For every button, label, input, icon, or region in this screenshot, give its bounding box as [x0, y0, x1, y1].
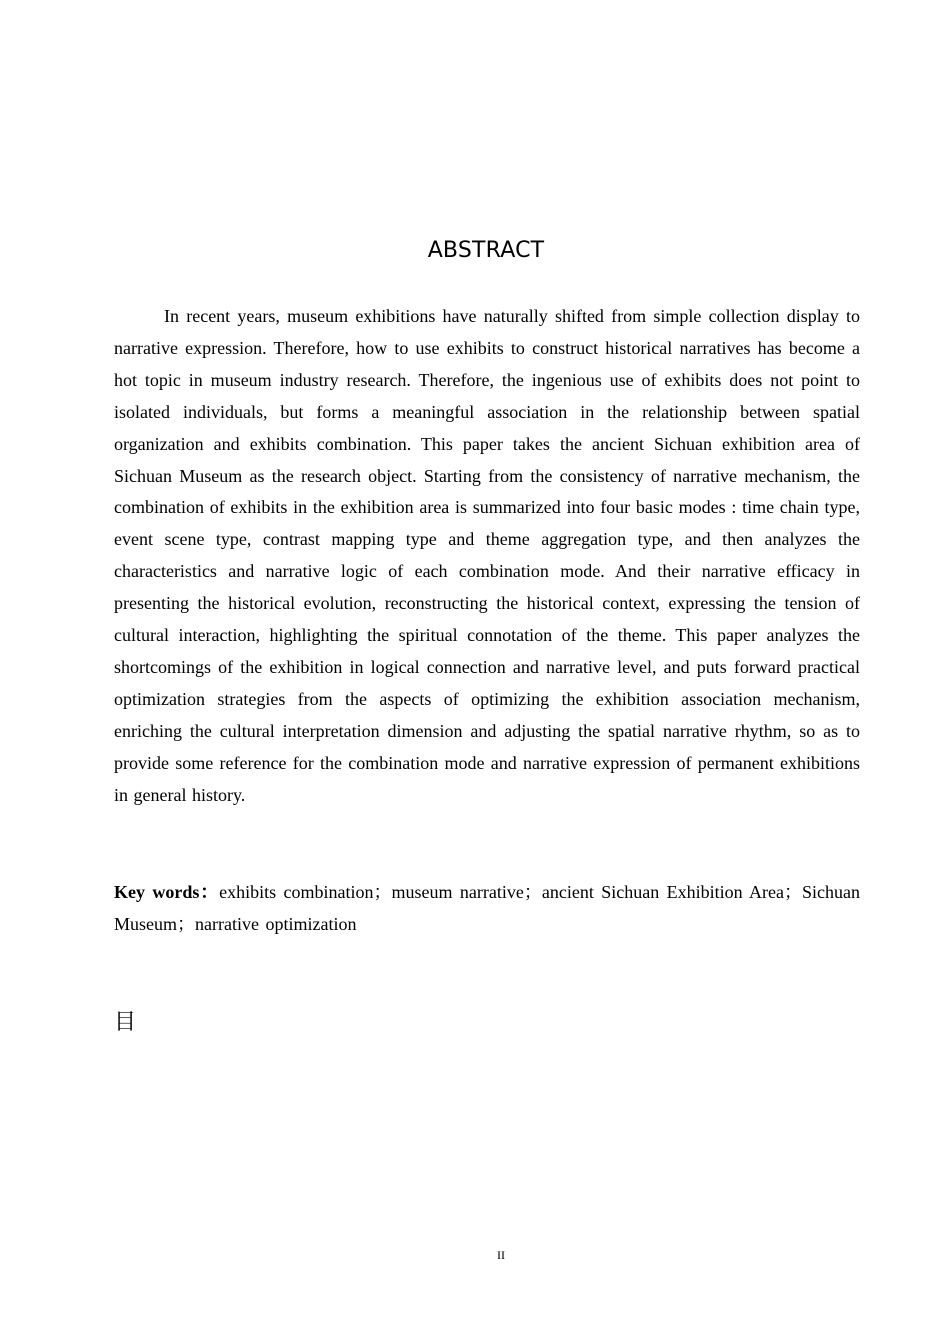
keywords-text: exhibits combination；museum narrative；ancient Sichuan Exhibition Area；Sichuan Museum；narrative optimization [114, 882, 860, 934]
keywords-label: Key words： [114, 882, 220, 902]
page-number: II [497, 1248, 505, 1262]
abstract-title: ABSTRACT [427, 238, 545, 263]
abstract-paragraph: In recent years, museum exhibitions have naturally shifted from simple collection display to narrative expression. Therefore, how to use exhibits to construct historical narratives has become a hot topic in museum industry research. Therefore, the ingenious use of exhibits does not point to isolated individuals, but forms a meaningful association in the relationship between spatial organization and exhibits combination. This paper takes the ancient Sichuan exhibition area of Sichuan Museum as the research object. Starting from the consistency of narrative mechanism, the combination of exhibits in the exhibition area is summarized into four basic modes : time chain type, event scene type, contrast mapping type and theme aggregation type, and then analyzes the characteristics and narrative logic of each combination mode. And their narrative efficacy in presenting the historical evolution, reconstructing the historical context, expressing the tension of cultural interaction, highlighting the spiritual connotation of the theme. This paper analyzes the shortcomings of the exhibition in logical connection and narrative level, and puts forward practical optimization strategies from the aspects of optimizing the exhibition association mechanism, enriching the cultural interpretation dimension and adjusting the spatial narrative rhythm, so as to provide some reference for the combination mode and narrative expression of permanent exhibitions in general history. [114, 306, 860, 805]
keywords-line [114, 876, 860, 940]
table-of-contents-heading: 目 [114, 1010, 137, 1035]
